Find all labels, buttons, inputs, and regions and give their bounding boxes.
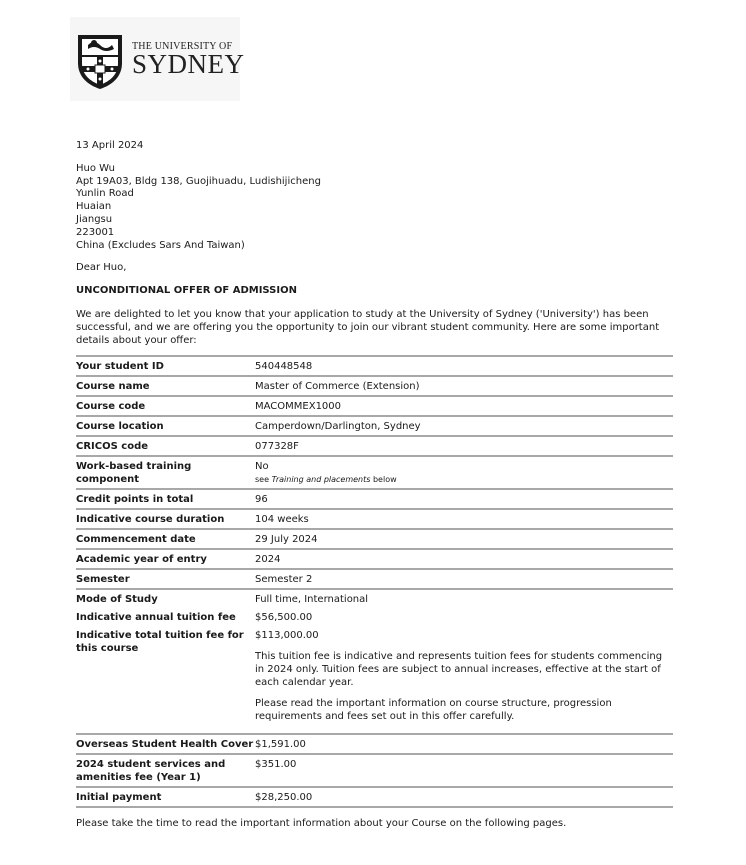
row-value: $28,250.00 <box>254 787 673 807</box>
row-label: Indicative total tuition fee for this course <box>76 629 244 654</box>
fee-disclaimer: This tuition fee is indicative and represents tuition fees for students commencing in 2024 only. Tuition fees are subject to annual increases, effective at the start of each calendar year. <box>255 650 663 688</box>
address-line: China (Excludes Sars And Taiwan) <box>76 239 245 251</box>
row-value: 2024 <box>254 549 673 569</box>
row-value: 077328F <box>254 436 673 456</box>
table-row <box>76 626 673 734</box>
table-row <box>76 569 673 589</box>
greeting: Dear Huo, <box>76 262 127 274</box>
row-label: Commencement date <box>76 529 254 549</box>
intro-paragraph: We are delighted to let you know that your application to study at the University of Sydney ('University') has been successful, and we are offering you the opportunity to join our vibrant student community. Here are some important details about your offer: <box>76 308 660 346</box>
offer-title: UNCONDITIONAL OFFER OF ADMISSION <box>76 285 297 297</box>
row-label: Overseas Student Health Cover <box>76 734 254 754</box>
row-label: Academic year of entry <box>76 549 254 569</box>
row-label: Your student ID <box>76 356 254 376</box>
table-row <box>76 396 673 416</box>
table-row <box>76 787 673 807</box>
address-line: Jiangsu <box>76 213 113 225</box>
letter-date: 13 April 2024 <box>76 140 144 151</box>
fee-read-notice: Please read the important information on course structure, progression requirements and fees set out in this offer carefully. <box>255 697 612 722</box>
table-row <box>76 549 673 569</box>
row-value: Semester 2 <box>254 569 673 589</box>
table-row <box>76 489 673 509</box>
logo-line1: THE UNIVERSITY OF <box>132 41 233 52</box>
table-row <box>76 416 673 436</box>
address-line: Apt 19A03, Bldg 138, Guojihuadu, Ludishijicheng <box>76 175 321 187</box>
university-crest-icon <box>76 33 124 91</box>
table-row <box>76 734 673 754</box>
row-label: Mode of Study <box>76 589 254 608</box>
row-label: Indicative course duration <box>76 509 254 529</box>
row-value: 29 July 2024 <box>254 529 673 549</box>
row-label: Semester <box>76 569 254 589</box>
row-label: Work-based training component <box>76 456 254 489</box>
note-suffix: below <box>370 474 397 484</box>
letter-body <box>76 140 673 831</box>
table-row <box>76 376 673 396</box>
row-value: 104 weeks <box>254 509 673 529</box>
row-label: 2024 student services and amenities fee (Year 1) <box>76 754 254 787</box>
table-row <box>76 509 673 529</box>
recipient-address <box>76 163 673 253</box>
address-line: Huaian <box>76 201 112 213</box>
row-label: Course code <box>76 396 254 416</box>
address-line: 223001 <box>76 226 115 238</box>
row-value: Full time, International <box>254 589 673 608</box>
total-fee-value: $113,000.00 <box>255 629 319 641</box>
footer-note: Please take the time to read the important information about your Course on the following pages. <box>76 817 567 829</box>
row-value: 540448548 <box>254 356 673 376</box>
row-label: Course name <box>76 376 254 396</box>
note-prefix: see <box>255 474 272 484</box>
table-row <box>76 436 673 456</box>
row-value: MACOMMEX1000 <box>254 396 673 416</box>
row-value: $56,500.00 <box>255 611 313 623</box>
address-line: Yunlin Road <box>76 188 134 200</box>
row-value: $351.00 <box>254 754 673 787</box>
table-row <box>76 456 673 489</box>
address-line: Huo Wu <box>76 162 116 174</box>
table-row <box>76 529 673 549</box>
table-row <box>76 356 673 376</box>
offer-details-table <box>76 355 673 808</box>
training-value: No <box>255 460 269 472</box>
table-row <box>76 589 673 608</box>
table-row <box>76 754 673 787</box>
logo-line2: SYDNEY <box>132 49 245 79</box>
row-label: Indicative annual tuition fee <box>76 611 236 623</box>
row-value: Camperdown/Darlington, Sydney <box>254 416 673 436</box>
training-link-text: Training and placements <box>271 474 371 484</box>
row-value: $1,591.00 <box>254 734 673 754</box>
row-value <box>254 456 673 489</box>
row-label: Initial payment <box>76 787 254 807</box>
row-value: 96 <box>254 489 673 509</box>
row-label: Course location <box>76 416 254 436</box>
row-label: CRICOS code <box>76 436 254 456</box>
table-row <box>76 608 673 626</box>
university-logo <box>70 17 245 101</box>
row-label: Credit points in total <box>76 489 254 509</box>
row-value <box>254 626 673 734</box>
training-note <box>255 473 673 486</box>
row-value: Master of Commerce (Extension) <box>254 376 673 396</box>
